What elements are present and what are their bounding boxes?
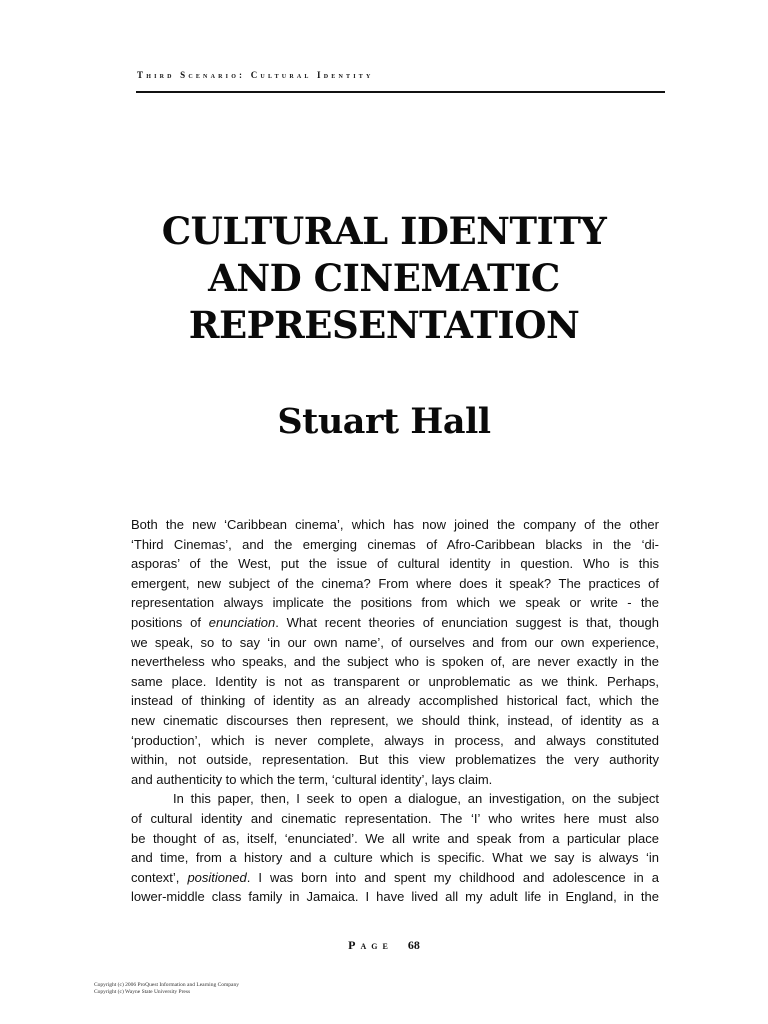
running-head-text: Third Scenario: Cultural Identity xyxy=(137,70,374,80)
article-title xyxy=(100,208,668,349)
body-line: asporas’ of the West, put the issue of cultural identity in question. Who is this xyxy=(131,556,659,572)
body-line: context’, positioned. I was born into and spent my childhood and adolescence in a xyxy=(131,869,659,885)
emphasis-text: positioned xyxy=(187,869,247,885)
body-line: nevertheless who speaks, and the subject who is spoken of, are never exactly in the xyxy=(131,654,659,670)
body-line: lower-middle class family in Jamaica. I have lived all my adult life in England, in the xyxy=(131,889,659,905)
body-line: emergent, new subject of the cinema? From where does it speak? The practices of xyxy=(131,575,659,591)
body-line: be thought of as, itself, ‘enunciated’. We all write and speak from a particular place xyxy=(131,830,659,846)
author-name: Stuart Hall xyxy=(277,401,491,442)
body-line: In this paper, then, I seek to open a dialogue, an investigation, on the subject xyxy=(173,791,659,807)
title-line: AND CINEMATIC xyxy=(208,256,560,300)
body-line: same place. Identity is not as transparent or unproblematic as we think. Perhaps, xyxy=(131,673,659,689)
title-line: REPRESENTATION xyxy=(188,303,580,347)
body-line: of cultural identity and cinematic representation. The ‘I’ who writes here must also xyxy=(131,810,659,826)
body-line: ‘production’, which is never complete, always in process, and always constituted xyxy=(131,732,659,748)
body-line: and time, from a history and a culture which is specific. What we say is always ‘in xyxy=(131,850,659,866)
copyright-line: Copyright (c) Wayne State University Press xyxy=(94,989,191,995)
page-label: Page xyxy=(348,938,393,952)
page-number: 68 xyxy=(407,938,420,952)
body-line: we speak, so to say ‘in our own name’, of ourselves and from our own experience, xyxy=(131,634,659,650)
copyright-line: Copyright (c) 2006 ProQuest Information and Learning Company xyxy=(94,982,239,988)
body-line: ‘Third Cinemas’, and the emerging cinemas of Afro-Caribbean blacks in the ‘di- xyxy=(131,536,659,552)
body-line: instead of thinking of identity as an already accomplished historical fact, which the xyxy=(131,693,659,709)
header-rule xyxy=(136,91,665,93)
body-line: representation always implicate the positions from which we speak or write - the xyxy=(131,595,659,611)
body-text xyxy=(131,515,659,907)
running-head xyxy=(137,70,374,80)
body-line: and authenticity to which the term, ‘cultural identity’, lays claim. xyxy=(131,771,493,787)
body-line: positions of enunciation. What recent theories of enunciation suggest is that, though xyxy=(131,614,659,630)
copyright-notice xyxy=(94,982,239,996)
title-line: CULTURAL IDENTITY xyxy=(161,209,607,253)
body-line: within, not outside, representation. But this view problematizes the very authority xyxy=(131,752,659,768)
page-footer xyxy=(0,938,768,953)
body-line: Both the new ‘Caribbean cinema’, which has now joined the company of the other xyxy=(131,517,659,532)
emphasis-text: enunciation xyxy=(208,614,276,630)
body-line: new cinematic discourses then represent, we should think, instead, of identity as a xyxy=(131,712,659,728)
